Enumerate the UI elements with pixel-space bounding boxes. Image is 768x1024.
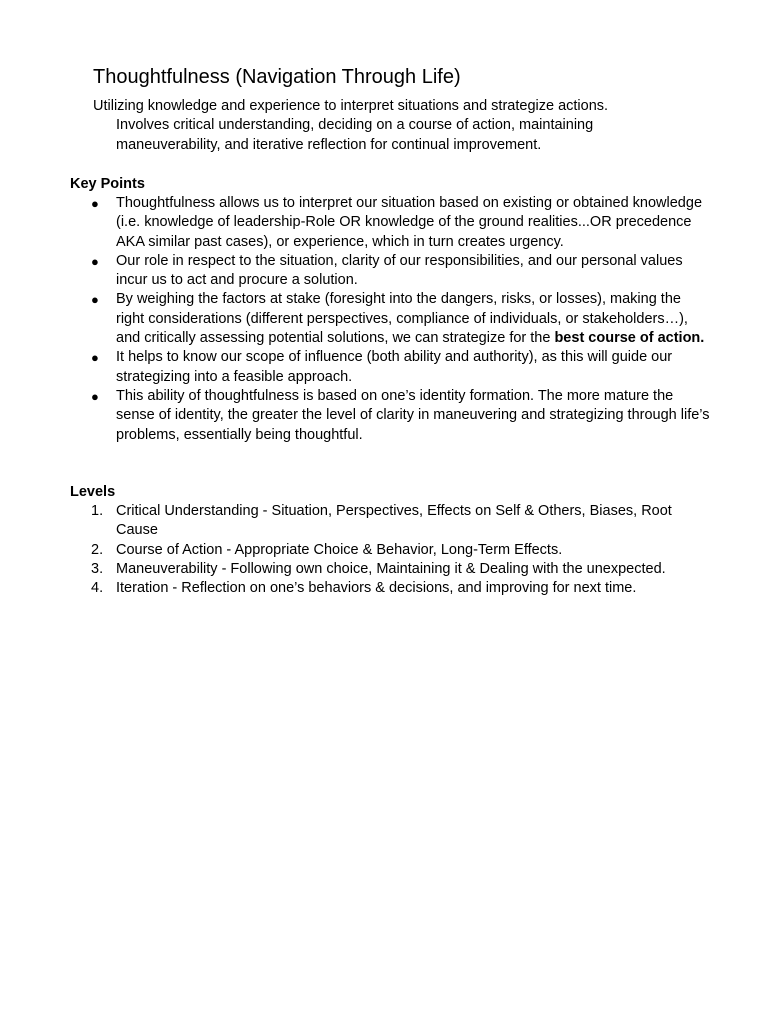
list-number: 2. [91, 541, 104, 558]
list-item [70, 194, 710, 252]
key-points-list [70, 194, 710, 445]
list-item [70, 560, 710, 579]
key-points-heading: Key Points [70, 176, 145, 192]
bullet-icon: ● [91, 350, 99, 366]
bullet-icon: ● [91, 196, 99, 211]
key-point-text: It helps to know our scope of influence (both ability and authority), as this will guide our strategizing into a feasible approach. [116, 349, 673, 385]
list-number: 3. [91, 560, 104, 577]
list-item [70, 252, 710, 291]
key-point-text-bold: best course of action. [554, 330, 705, 347]
list-number: 4. [91, 580, 104, 597]
level-text: Course of Action - Appropriate Choice & Behavior, Long-Term Effects. [116, 541, 563, 558]
key-point-text: Thoughtfulness allows us to interpret our situation based on existing or obtained knowledge (i.e. knowledge of leadership-Role OR knowledge of the ground realities...OR precedence AKA similar past cases), or experience, which in turn creates urgency. [116, 195, 703, 250]
level-text: Critical Understanding - Situation, Perspectives, Effects on Self & Others, Biases, Root Cause [116, 503, 672, 539]
intro-first-line: Utilizing knowledge and experience to interpret situations and strategize actions. [93, 98, 609, 114]
key-point-text [116, 291, 704, 346]
level-text: Iteration - Reflection on one’s behaviors & decisions, and improving for next time. [116, 580, 637, 597]
levels-list [70, 502, 710, 598]
list-item [70, 579, 710, 598]
list-number: 1. [91, 503, 104, 519]
key-point-text: This ability of thoughtfulness is based on one’s identity formation. The more mature the sense of identity, the greater the level of clarity in maneuvering and strategizing through life’s problems, essentially being thoughtful. [116, 387, 710, 443]
key-point-text: Our role in respect to the situation, clarity of our responsibilities, and our personal values incur us to act and procure a solution. [116, 252, 683, 289]
bullet-icon: ● [91, 388, 99, 404]
levels-heading: Levels [70, 484, 116, 500]
list-item [70, 387, 710, 445]
bullet-icon: ● [91, 292, 99, 308]
list-item [70, 541, 710, 560]
list-item [70, 348, 710, 387]
level-text: Maneuverability - Following own choice, Maintaining it & Dealing with the unexpected. [116, 560, 666, 577]
intro-paragraph [93, 97, 673, 155]
list-item [70, 290, 710, 348]
key-point-text-regular: By weighing the factors at stake (foresight into the dangers, risks, or losses), making the right considerations (different perspectives, compliance of individuals, or stakeholders…), and critically assessing potential solutions, we can strategize for the [116, 291, 688, 347]
list-item [70, 502, 710, 541]
bullet-icon: ● [91, 253, 99, 269]
intro-continuation: Involves critical understanding, deciding on a course of action, maintaining maneuverability, and iterative reflection for continual improvement. [116, 117, 594, 153]
document-title: Thoughtfulness (Navigation Through Life) [93, 66, 461, 88]
